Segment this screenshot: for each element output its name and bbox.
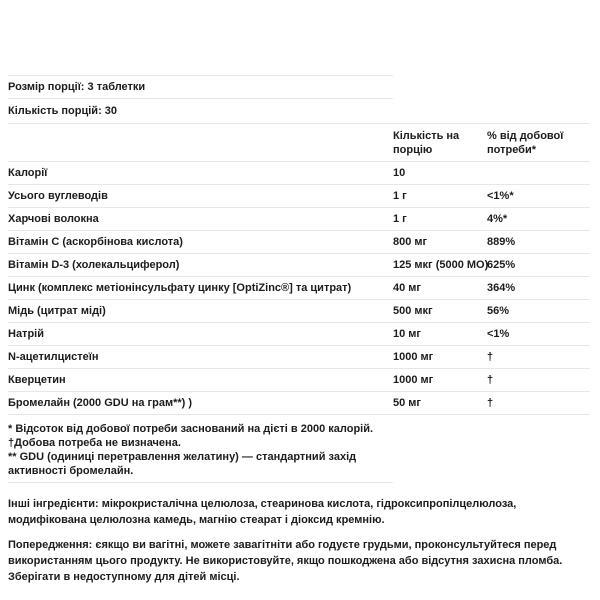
row-amount: 1000 мг (393, 351, 434, 363)
serving-size-text: Розмір порції: 3 таблетки (8, 81, 146, 93)
row-dv: <1% (487, 328, 510, 340)
table-row-calories (8, 162, 590, 185)
row-dv: 889% (487, 236, 516, 248)
row-label: Вітамін C (аскорбінова кислота) (8, 236, 183, 248)
row-label: Вітамін D-3 (холекальциферол) (8, 259, 180, 271)
row-label: Калорії (8, 167, 48, 179)
row-amount: 50 мг (393, 397, 422, 409)
row-amount: 10 (393, 167, 406, 179)
row-dv: † (487, 397, 494, 409)
table-row-dietary-fiber (8, 208, 590, 231)
row-amount: 1 г (393, 190, 407, 202)
table-header-row (8, 123, 590, 162)
row-amount: 10 мг (393, 328, 422, 340)
table-row-total-carbs (8, 185, 590, 208)
serving-info-block (8, 75, 393, 123)
row-label: Харчові волокна (8, 213, 99, 225)
servings-per-container-text: Кількість порцій: 30 (8, 105, 118, 117)
row-amount: 1000 мг (393, 374, 434, 386)
row-label: Усього вуглеводів (8, 190, 108, 202)
dv-column-header: % від добової потреби* (487, 130, 564, 156)
row-label: Мідь (цитрат міді) (8, 305, 106, 317)
footnote-daily-value: * Відсоток від добової потреби заснований на дієті в 2000 калорій. (8, 423, 374, 435)
row-amount: 500 мкг (393, 305, 433, 317)
row-dv: 625% (487, 259, 516, 271)
other-ingredients-text: Інші інгредієнти: мікрокристалічна целюлоза, стеаринова кислота, гідроксипропілцелюлоза, модифікована целюлозна камедь, магнію стеарат і діоксид кремнію. (8, 498, 517, 526)
row-label: N-ацетилцистеїн (8, 351, 99, 363)
warning-text: Попередження: єякщо ви вагітні, можете завагітніти або годуєте грудьми, проконсультуйтеся перед використанням цього продукту. Не використовуйте, якщо пошкоджена або відсутня захисна пломба. Зберігати в недоступному для дітей місці. (8, 539, 563, 583)
row-amount: 125 мкг (5000 МО) (393, 259, 489, 271)
row-dv: † (487, 351, 494, 363)
row-dv: † (487, 374, 494, 386)
row-label: Натрій (8, 328, 44, 340)
amount-column-header: Кількість на порцію (393, 130, 460, 156)
table-row-bromelain (8, 392, 590, 415)
table-row-nac (8, 346, 590, 369)
row-label: Бромелайн (2000 GDU на грам**) ) (8, 397, 193, 409)
row-label: Цинк (комплекс метіонінсульфату цинку [OptiZinc®] та цитрат) (8, 282, 352, 294)
row-dv: 56% (487, 305, 510, 317)
row-dv: 364% (487, 282, 516, 294)
table-row-quercetin (8, 369, 590, 392)
table-row-copper (8, 300, 590, 323)
table-row-vitamin-c (8, 231, 590, 254)
row-amount: 800 мг (393, 236, 428, 248)
servings-per-container-row (8, 99, 393, 123)
table-row-vitamin-d3 (8, 254, 590, 277)
footnote-dagger: †Добова потреба не визначена. (8, 437, 181, 449)
footnote-gdu: ** GDU (одиниці перетравлення желатину) — стандартний захід активності бромелайн. (8, 451, 357, 477)
row-dv: <1%* (487, 190, 514, 202)
row-dv: 4%* (487, 213, 508, 225)
serving-size-row (8, 75, 393, 99)
table-row-zinc (8, 277, 590, 300)
row-amount: 1 г (393, 213, 407, 225)
footnotes-block (8, 415, 393, 483)
row-label: Кверцетин (8, 374, 66, 386)
row-amount: 40 мг (393, 282, 422, 294)
table-row-sodium (8, 323, 590, 346)
supplement-facts-label (8, 75, 590, 585)
facts-table (8, 123, 590, 415)
